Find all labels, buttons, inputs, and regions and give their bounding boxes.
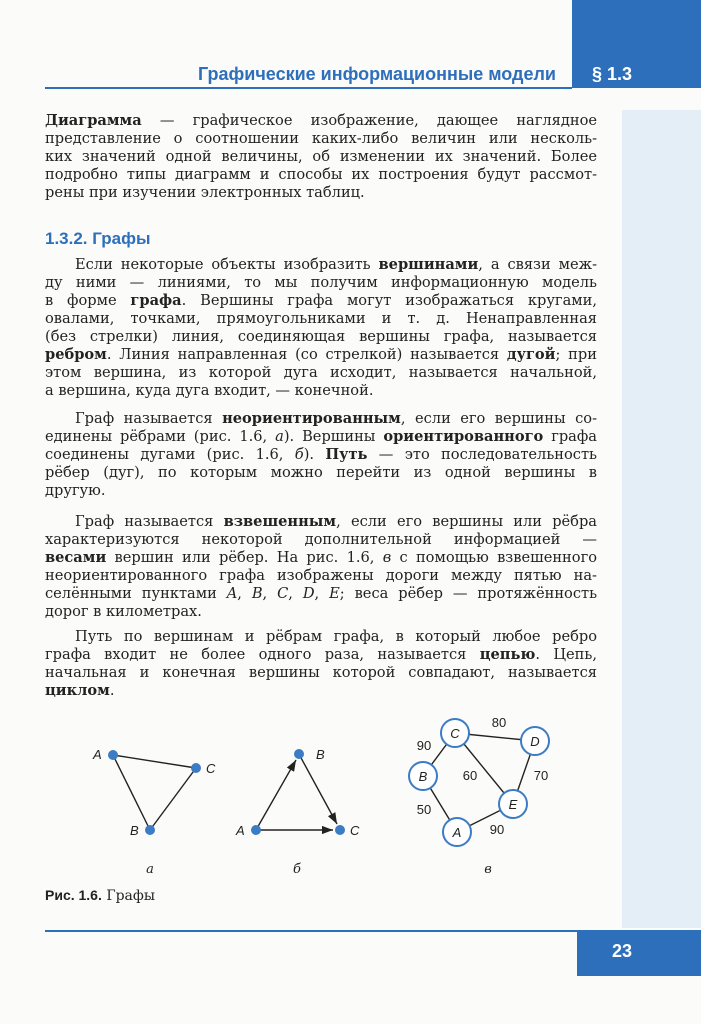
page-number-box <box>577 930 701 976</box>
text-run: этом вершина, из которой дуга исходит, называется начальной, <box>45 364 597 381</box>
text-run: характеризуются некоторой дополнительной информацией — <box>45 531 597 548</box>
term: цепью <box>479 646 536 663</box>
text-run: , а связи меж- <box>478 256 597 273</box>
text-run: начальная и конечная вершины которой совпадают, называется <box>45 664 597 681</box>
text-line <box>45 346 597 364</box>
text-run: A <box>226 585 238 602</box>
figure-caption <box>45 887 155 904</box>
node-a <box>251 825 261 835</box>
text-line <box>45 310 597 328</box>
label-c: C <box>206 761 216 776</box>
text-run: подробно типы диаграмм и способы их построения будут рассмот- <box>45 166 597 183</box>
arc-ab <box>256 760 296 830</box>
term: ребром <box>45 346 107 363</box>
text-run: , <box>237 585 252 602</box>
text-line <box>45 464 597 482</box>
label-c: C <box>350 823 360 838</box>
term: графа <box>130 292 182 309</box>
text-run: — графическое изображение, дающее наглядное <box>141 112 597 129</box>
text-line <box>45 603 597 621</box>
text-run: . Линия направленная (со стрелкой) называется <box>106 346 507 363</box>
label-b: B <box>130 823 139 838</box>
text-run: — это последовательность <box>367 446 597 463</box>
text-run: D <box>302 585 315 602</box>
text-run: , <box>262 585 278 602</box>
weight-de: 70 <box>533 768 549 783</box>
figure-title: Графы <box>106 888 156 904</box>
text-line <box>45 428 597 446</box>
text-line <box>45 585 597 603</box>
text-line <box>45 382 597 400</box>
text-line <box>45 549 597 567</box>
weight-ce: 60 <box>462 768 478 783</box>
label-d: D <box>530 734 540 749</box>
text-run: C <box>277 585 289 602</box>
text-run: графа <box>543 428 598 445</box>
text-run: ). Вершины <box>283 428 384 445</box>
text-run: B <box>251 585 263 602</box>
weight-cd: 80 <box>491 715 507 730</box>
text-run: ; веса рёбер — протяжённость <box>339 585 598 602</box>
text-line <box>45 292 597 310</box>
text-run: ; при <box>555 346 597 363</box>
text-run: Граф называется <box>75 410 223 427</box>
text-line <box>45 184 597 202</box>
text-line <box>45 328 597 346</box>
text-line <box>45 531 597 549</box>
text-run: (без стрелки) линия, соединяющая вершины графа, называется <box>45 328 597 345</box>
text-line <box>45 112 597 130</box>
text-run: вершин или рёбер. На рис. 1.6, <box>106 549 383 566</box>
text-run: графа входит не более одного раза, называется <box>45 646 480 663</box>
figure-graphs <box>0 705 701 883</box>
edge-ac <box>113 755 196 768</box>
text-run: , если его вершины со- <box>400 410 598 427</box>
text-run: Граф называется <box>75 513 224 530</box>
footer-rule <box>45 930 577 932</box>
section-heading: 1.3.2. Графы <box>45 229 151 248</box>
text-run: Если некоторые объекты изобразить <box>75 256 379 273</box>
weight-ae: 90 <box>489 822 505 837</box>
node-b <box>145 825 155 835</box>
header-rule <box>45 87 572 89</box>
text-run: рёбер (дуг), по которым можно перейти из одной вершины в <box>45 464 597 481</box>
text-run: селёнными пунктами <box>45 585 227 602</box>
running-title: Графические информационные модели <box>198 64 556 84</box>
text-run: . <box>109 682 115 699</box>
label-a: A <box>93 747 102 762</box>
node-a <box>108 750 118 760</box>
text-run: неориентированного графа изображены дороги между пятью на- <box>45 567 597 584</box>
text-line <box>45 664 597 682</box>
text-line <box>75 256 597 274</box>
text-run: дорог в километрах. <box>45 603 202 620</box>
text-line <box>75 628 597 646</box>
text-line <box>45 567 597 585</box>
text-run: другую. <box>45 482 106 499</box>
text-run: с помощью взвешенного <box>391 549 597 566</box>
arc-bc <box>300 756 337 824</box>
term: весами <box>45 549 107 566</box>
caption-b: б <box>293 862 301 877</box>
page-number: 23 <box>612 941 633 961</box>
graph-a <box>113 755 196 830</box>
text-run: соединены дугами (рис. 1.6, <box>45 446 295 463</box>
text-run: . Цепь, <box>535 646 597 663</box>
text-run: Путь по вершинам и рёбрам графа, в который любое ребро <box>75 628 597 645</box>
text-run: а вершина, куда дуга входит, — конечной. <box>45 382 374 399</box>
label-a: A <box>452 825 462 840</box>
label-b: B <box>316 747 325 762</box>
text-line <box>45 130 597 148</box>
text-run: овалами, точками, прямоугольниками и т. д. Ненаправленная <box>45 310 597 327</box>
text-line <box>45 166 597 184</box>
term: неориентированным <box>222 410 401 427</box>
text-run: E <box>329 585 340 602</box>
node-b <box>294 749 304 759</box>
term: вершинами <box>378 256 479 273</box>
text-run: рены при изучении электронных таблиц. <box>45 184 365 201</box>
edge-ab <box>113 755 150 830</box>
label-e: E <box>508 797 518 812</box>
term: Путь <box>325 446 368 463</box>
text-line <box>45 148 597 166</box>
figure-number: Рис. 1.6. <box>45 887 102 903</box>
text-line <box>45 646 597 664</box>
caption-c: в <box>484 862 492 877</box>
weight-ab: 50 <box>416 802 432 817</box>
text-line <box>75 410 597 428</box>
term: взвешенным <box>223 513 337 530</box>
text-run: единены рёбрами (рис. 1.6, <box>45 428 276 445</box>
weight-bc: 90 <box>416 738 432 753</box>
label-c: C <box>450 726 460 741</box>
term: циклом <box>45 682 110 699</box>
term: дугой <box>506 346 556 363</box>
term: ориентированного <box>383 428 544 445</box>
text-run: ). <box>303 446 326 463</box>
text-line <box>45 682 597 700</box>
text-run: , <box>288 585 303 602</box>
label-a: A <box>236 823 245 838</box>
text-run: в <box>382 549 392 566</box>
text-line <box>45 364 597 382</box>
text-run: а <box>275 428 284 445</box>
label-b: B <box>418 769 428 784</box>
text-line <box>45 274 597 292</box>
text-run: представление о соотношении каких-либо величин или несколь- <box>45 130 597 147</box>
caption-a: а <box>146 862 154 877</box>
text-run: . Вершины графа могут изображаться кругами, <box>181 292 597 309</box>
text-run: , если его вершины или рёбра <box>336 513 598 530</box>
text-line <box>75 513 597 531</box>
text-run: , <box>314 585 330 602</box>
text-run: ких значений одной величины, об изменении их значений. Более <box>45 148 597 165</box>
text-run: б <box>294 446 304 463</box>
text-line <box>45 482 597 500</box>
text-line <box>45 446 597 464</box>
term: Диаграмма <box>45 112 142 129</box>
node-c <box>191 763 201 773</box>
edge-bc <box>150 768 196 830</box>
text-run: в форме <box>45 292 131 309</box>
section-number: § 1.3 <box>592 64 633 84</box>
node-c <box>335 825 345 835</box>
text-run: ду ними — линиями, то мы получим информационную модель <box>45 274 597 291</box>
